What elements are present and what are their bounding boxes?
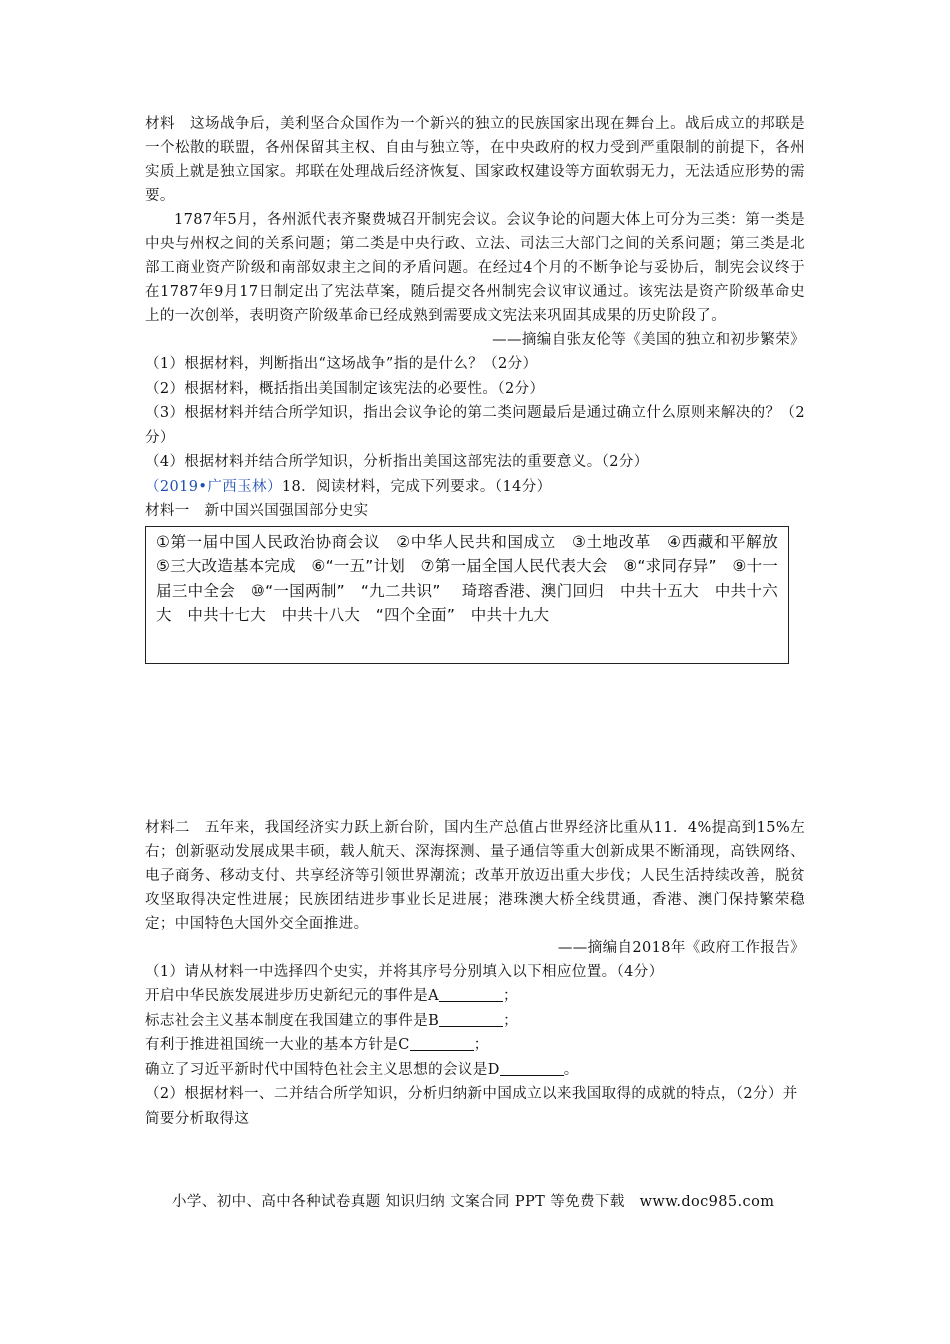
fill-b-blank[interactable] [439, 1012, 503, 1027]
facts-box [145, 526, 794, 664]
fill-c-text: 有利于推进祖国统一大业的基本方针是C [145, 1037, 410, 1053]
question-1: （1）根据材料，判断指出“这场战争”指的是什么？（2分） [145, 356, 538, 372]
question-3: （3）根据材料并结合所学知识，指出会议争论的第二类问题最后是通过确立什么原则来解决的？（2分） [145, 405, 805, 446]
fill-d-suffix: 。 [563, 1061, 579, 1078]
facts-box-text: ①第一届中国人民政治协商会议 ②中华人民共和国成立 ③土地改革 ④西藏和平解放 ⑤三大改造基本完成 ⑥“一五”计划 ⑦第一届全国人民代表大会 ⑧“求同存异” ⑨十一届三中全会 ⑩“一国两制” “九二共识” 琦瑢香港、澳门回归 中共十五大 中共十六大 中共十七大 中共十八大 “四个全面” 中共十九大 [156, 532, 794, 624]
sub-question-1: （1）请从材料一中选择四个史实，并将其序号分别填入以下相应位置。（4分） [145, 963, 664, 980]
spacer [145, 664, 805, 816]
fill-a-text: 开启中华民族发展进步历史新纪元的事件是A [145, 988, 439, 1004]
fill-d-text: 确立了习近平新时代中国特色社会主义思想的会议是D [145, 1061, 500, 1078]
material-2-paragraph: 材料二 五年来，我国经济实力跃上新台阶，国内生产总值占世界经济比重从11．4%提高到15%左右；创新驱动发展成果丰硕，载人航天、深海探测、量子通信等重大创新成果不断涌现，高铁网络、电子商务、移动支付、共享经济等引领世界潮流；改革开放迈出重大步伐；人民生活持续改善，脱贫攻坚取得决定性进展；民族团结进步事业长足进展；港珠澳大桥全线贯通，香港、澳门保持繁荣稳定；中国特色大国外交全面推进。 [145, 819, 805, 932]
question-2: （2）根据材料，概括指出美国制定该宪法的必要性。（2分） [145, 380, 545, 397]
material-2-citation: ——摘编自2018年《政府工作报告》 [557, 939, 805, 956]
material-citation: ——摘编自张友伦等《美国的独立和初步繁荣》 [492, 332, 805, 348]
material-paragraph-2: 1787年5月，各州派代表齐聚费城召开制宪会议。会议争论的问题大体上可分为三类：第一类是中央与州权之间的关系问题；第二类是中央行政、立法、司法三大部门之间的关系问题；第三类是北部工商业资产阶级和南部奴隶主之间的矛盾问题。在经过4个月的不断争论与妥协后，制宪会议终于在1787年9月17日制定出了宪法草案，随后提交各州制宪会议审议通过。该宪法是资产阶级革命史上的一次创举，表明资产阶级革命已经成熟到需要成文宪法来巩固其成果的历史阶段了。 [145, 212, 805, 324]
document-body [145, 112, 805, 1131]
question-source: （2019•广西玉林） [145, 478, 282, 495]
fill-line-a [145, 984, 805, 1009]
page-footer: 小学、初中、高中各种试卷真题 知识归纳 文案合同 PPT 等免费下载 www.doc985.com [172, 1194, 775, 1210]
fill-b-text: 标志社会主义基本制度在我国建立的事件是B [145, 1012, 440, 1029]
question-18-title: 18．阅读材料，完成下列要求。（14分） [281, 478, 552, 495]
fill-line-b [145, 1009, 805, 1034]
question-4: （4）根据材料并结合所学知识，分析指出美国这部宪法的重要意义。（2分） [145, 454, 649, 470]
fill-line-c [145, 1033, 805, 1058]
sub-question-2: （2）根据材料一、二并结合所学知识，分析归纳新中国成立以来我国取得的成就的特点，（2分）并简要分析取得这 [145, 1086, 798, 1127]
fill-b-suffix: ； [503, 1012, 519, 1029]
fill-line-d [145, 1058, 805, 1083]
fill-c-blank[interactable] [410, 1036, 474, 1051]
question-18-heading [145, 475, 805, 500]
fill-a-suffix: ； [502, 988, 518, 1004]
fill-c-suffix: ； [473, 1037, 489, 1053]
fill-d-blank[interactable] [500, 1061, 564, 1076]
fill-a-blank[interactable] [439, 987, 503, 1002]
material-1-title: 材料一 新中国兴国强国部分史实 [145, 503, 369, 519]
material-paragraph-1: 材料 这场战争后，美利坚合众国作为一个新兴的独立的民族国家出现在舞台上。战后成立的邦联是一个松散的联盟，各州保留其主权、自由与独立等，在中央政府的权力受到严重限制的前提下，各州实质上就是独立国家。邦联在处理战后经济恢复、国家政权建设等方面软弱无力，无法适应形势的需要。 [145, 116, 805, 204]
